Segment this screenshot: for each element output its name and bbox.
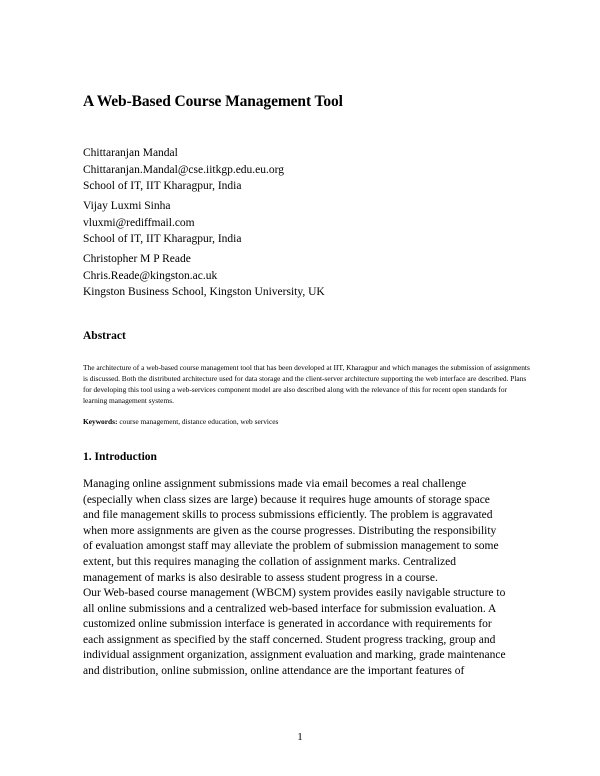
author-affiliation: Kingston Business School, Kingston University, UK — [83, 286, 325, 298]
author-name: Chittaranjan Mandal — [83, 147, 178, 159]
text-line: each assignment as specified by the staff concerned. Student progress tracking, group and — [83, 633, 496, 646]
text-line: and file management skills to process submissions efficiently. The problem is aggravated — [83, 509, 493, 522]
introduction-heading: 1. Introduction — [83, 451, 157, 463]
text-line: management of marks is also desirable to assess student progress in a course. — [83, 571, 438, 584]
author-affiliation: School of IT, IIT Kharagpur, India — [83, 233, 242, 245]
abstract-heading: Abstract — [83, 330, 126, 342]
author-name: Christopher M P Reade — [83, 253, 191, 265]
paper-title: A Web-Based Course Management Tool — [83, 93, 343, 110]
author-block-3 — [83, 251, 325, 301]
introduction-paragraph-1 — [83, 477, 523, 586]
text-line: customized online submission interface is generated in accordance with requirements for — [83, 618, 492, 631]
text-line: Managing online assignment submissions made via email becomes a real challenge — [83, 478, 467, 490]
text-line: of evaluation amongst staff may alleviate the problem of submission management to some — [83, 540, 499, 553]
author-block-1 — [83, 145, 284, 195]
text-line: Our Web-based course management (WBCM) system provides easily navigable structure to — [83, 587, 506, 599]
page-number: 1 — [297, 731, 303, 743]
introduction-paragraph-2 — [83, 586, 523, 680]
author-affiliation: School of IT, IIT Kharagpur, India — [83, 180, 242, 192]
keywords-label: Keywords: — [83, 417, 118, 426]
author-email: Chris.Reade@kingston.ac.uk — [83, 269, 218, 282]
text-line: extent, but this requires managing the collation of assignment marks. Centralized — [83, 555, 457, 568]
text-line: when more assignments are given as the course progresses. Distributing the responsibility — [83, 524, 497, 537]
text-line: all online submissions and a centralized web-based interface for submission evaluation. A — [83, 602, 497, 615]
keywords-line — [83, 416, 533, 427]
text-line: and distribution, online submission, online attendance are the important features of — [83, 664, 465, 677]
text-line: individual assignment organization, assignment evaluation and marking, grade maintenance — [83, 649, 506, 662]
text-line: (especially when class sizes are large) because it requires huge amounts of storage space — [83, 493, 490, 506]
author-name: Vijay Luxmi Sinha — [83, 200, 171, 212]
author-block-2 — [83, 198, 241, 248]
author-email: vluxmi@rediffmail.com — [83, 216, 195, 229]
abstract-text: The architecture of a web-based course management tool that has been developed at IIT, Kharagpur and which manages the submission of assignments is discussed. Both the distributed architecture used for data storage and the client-server architecture supporting the web interface are described. Plans for developing this tool using a web-services component model are also described along with the relevance of this for recent open standards for learning management systems. — [83, 363, 530, 405]
author-email: Chittaranjan.Mandal@cse.iitkgp.edu.eu.org — [83, 163, 285, 176]
keywords-text: course management, distance education, web services — [117, 417, 279, 426]
